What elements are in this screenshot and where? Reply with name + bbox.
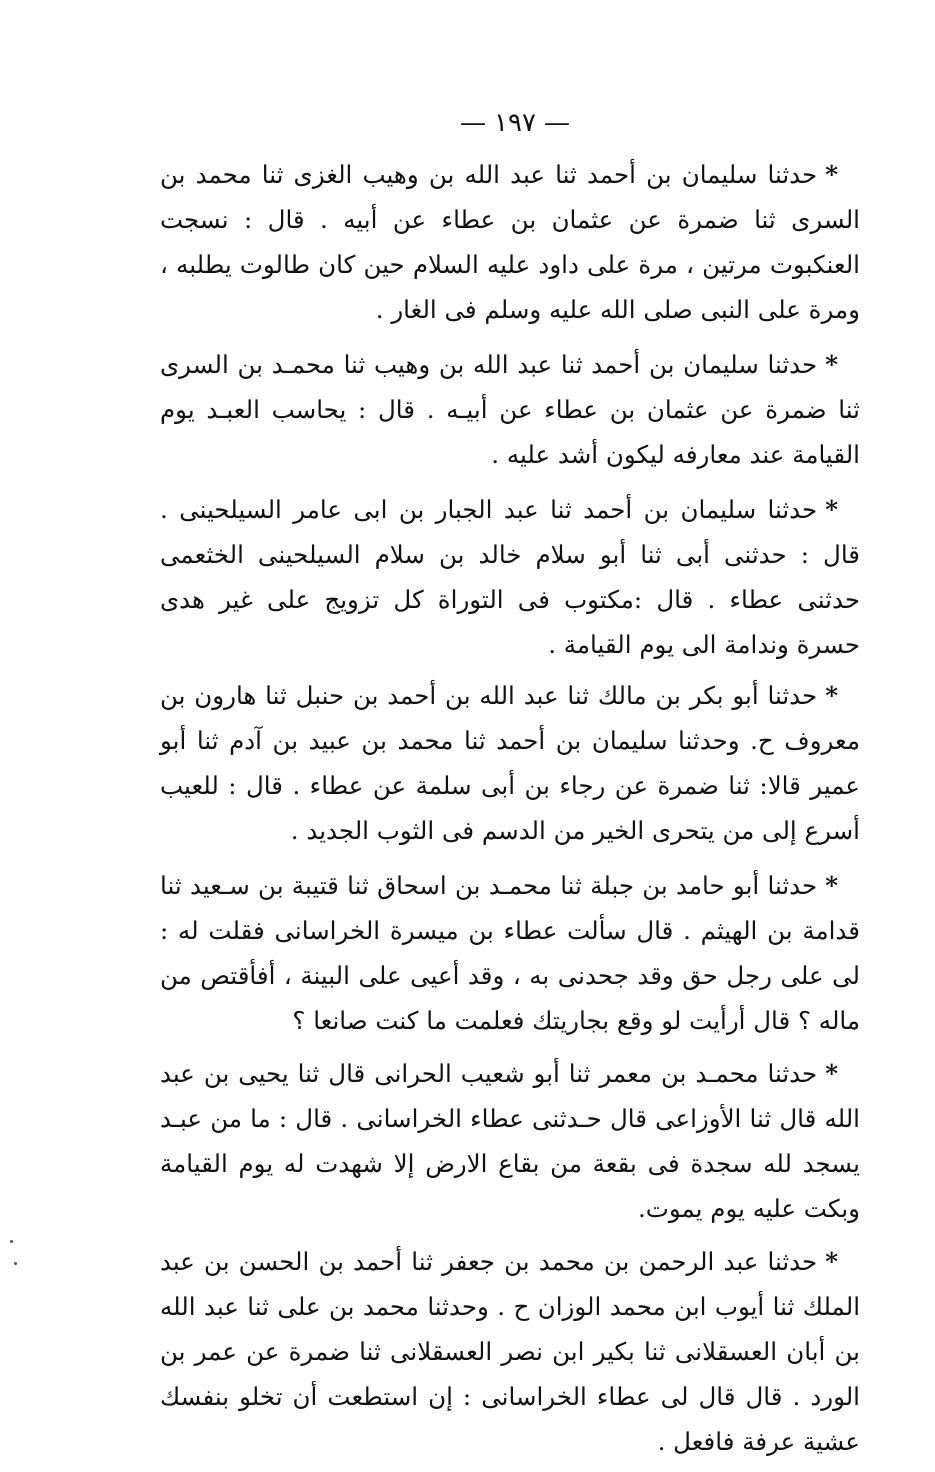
paragraph-text: حدثنا سليمان بن أحمد ثنا عبد الله بن وهيب الغزى ثنا محمد بن السرى ثنا ضمرة عن عثمان بن عطاء عن أبيه . قال : نسجت العنكبوت مرتين ، مرة على داود عليه السلام حين كان طالوت يطلبه ، ومرة على النبى صلى الله عليه وسلم فى الغار .: [160, 160, 860, 324]
paragraph: [160, 673, 860, 853]
paragraph-text: حدثنا أبو بكر بن مالك ثنا عبد الله بن أحمد بن حنبل ثنا هارون بن معروف ح. وحدثنا سليمان بن أحمد ثنا محمد بن عبيد بن آدم ثنا أبو عمير قالا: ثنا ضمرة عن رجاء بن أبى سلمة عن عطاء . قال : للعيب أسرع إلى من يتحرى الخير من الدسم فى الثوب الجديد .: [160, 681, 860, 845]
paragraph: [160, 342, 860, 477]
paragraph-text: حدثنا أبو حامد بن جبلة ثنا محمـد بن اسحاق ثنا قتيبة بن سـعيد ثنا قدامة بن الهيثم . قال سألت عطاء بن ميسرة الخراسانى فقلت له : لى على رجل حق وقد جحدنى به ، وقد أعيى على البينة ، أفأقتص من ماله ؟ قال أرأيت لو وقع بجاريتك فعلمت ما كنت صانعا ؟: [160, 871, 860, 1035]
paragraph: [160, 863, 860, 1043]
page-number-dash-right: —: [543, 108, 570, 138]
paragraph: [160, 1239, 860, 1464]
paragraph: [160, 152, 860, 332]
body-text: [160, 152, 860, 1472]
page-number-dash-left: —: [460, 108, 487, 138]
star-marker: *: [825, 1247, 838, 1276]
page-number-value: ١٩٧: [494, 108, 536, 138]
scan-speck: [10, 1240, 13, 1243]
star-marker: *: [825, 350, 838, 379]
paragraph-text: حدثنا سليمان بن أحمد ثنا عبد الجبار بن ابى عامر السيلحينى . قال : حدثنى أبى ثنا أبو سلام خالد بن سلام السيلحينى الخثعمى حدثنى عطاء . قال :مكتوب فى التوراة كل تزويج على غير هدى حسرة وندامة الى يوم القيامة .: [160, 495, 860, 659]
star-marker: *: [825, 871, 838, 900]
paragraph: [160, 487, 860, 667]
star-marker: *: [825, 1059, 838, 1088]
star-marker: *: [825, 160, 838, 189]
paragraph-text: حدثنا عبد الرحمن بن محمد بن جعفر ثنا أحمد بن الحسن بن عبد الملك ثنا أيوب ابن محمد الوزان ح . وحدثنا محمد بن على ثنا عبد الله بن أبان العسقلانى ثنا بكير ابن نصر العسقلانى ثنا ضمرة عن عمر بن الورد . قال قال لى عطاء الخراسانى : إن استطعت أن تخلو بنفسك عشية عرفة فافعل .: [160, 1247, 860, 1456]
paragraph-text: حدثنا محمـد بن معمر ثنا أبو شعيب الحرانى قال ثنا يحيى بن عبد الله قال ثنا الأوزاعى قال حـدثنى عطاء الخراسانى . قال : ما من عبـد يسجد لله سجدة فى بقعة من بقاع الارض إلا شهدت له يوم القيامة وبكت عليه يوم يموت.: [160, 1059, 860, 1223]
paragraph-text: حدثنا سليمان بن أحمد ثنا عبد الله بن وهيب ثنا محمـد بن السرى ثنا ضمرة عن عثمان بن عطاء عن أبيـه . قال : يحاسب العبـد يوم القيامة عند معارفه ليكون أشد عليه .: [160, 350, 860, 469]
star-marker: *: [825, 681, 838, 710]
star-marker: *: [825, 495, 838, 524]
page-number: [0, 108, 935, 138]
scan-speck: [14, 1262, 17, 1265]
paragraph: [160, 1051, 860, 1231]
